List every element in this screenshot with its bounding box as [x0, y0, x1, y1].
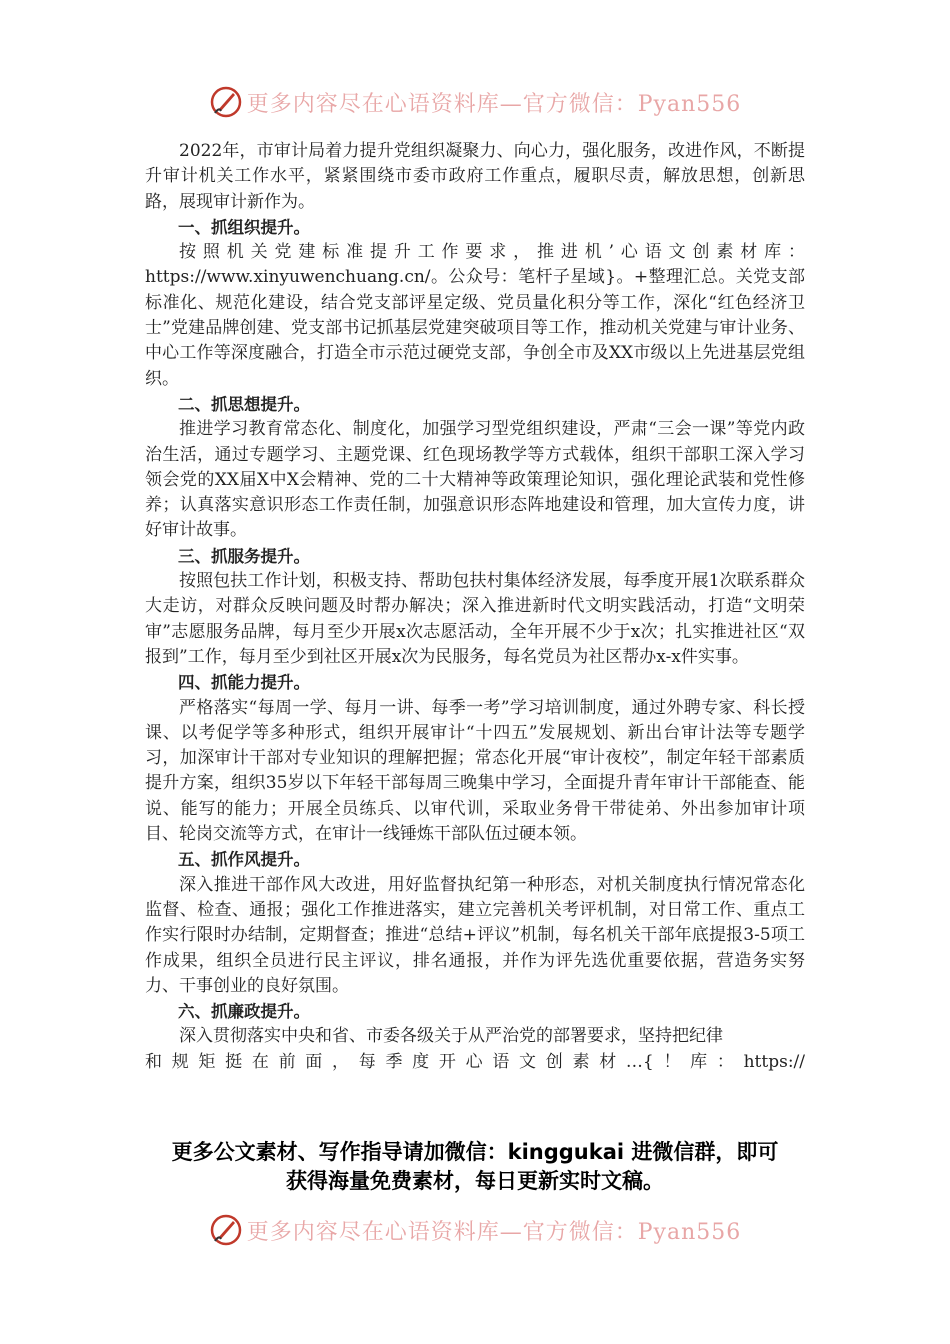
trailing-line: 和规矩挺在前面，每季度开心语文创素材…{！库：https://	[145, 1051, 805, 1072]
quill-logo-icon	[209, 1213, 243, 1247]
wechat-notice	[120, 1138, 830, 1196]
section-body-1: 按照机关党建标准提升工作要求，推进机’心语文创素材库：https://www.xinyuwenchuang.cn/。公众号：笔杆子星域}。+整理汇总。关党支部标准化、规范化建设，结合党支部评星定级、党员量化积分等工作，深化“红色经济卫士”党建品牌创建、党支部书记抓基层党建突破项目等工作，推动机关党建与审计业务、中心工作等深度融合，打造全市示范过硬党支部，争创全市及XX市级以上先进基层党组织。	[145, 242, 805, 389]
footer-banner-text: 更多内容尽在心语资料库—官方微信：Pyan556	[246, 1219, 742, 1245]
notice-line-2: 获得海量免费素材，每日更新实时文稿。	[286, 1169, 664, 1193]
section-body-2: 推进学习教育常态化、制度化，加强学习型党组织建设，严肃“三会一课”等党内政治生活，通过专题学习、主题党课、红色现场教学等方式载体，组织干部职工深入学习领会党的XX届X中X会精神、党的二十大精神等政策理论知识，强化理论武装和党性修养；认真落实意识形态工作责任制，加强意识形态阵地建设和管理，加大宣传力度，讲好审计故事。	[145, 419, 805, 541]
section-body-6: 深入贯彻落实中央和省、市委各级关于从严治党的部署要求，坚持把纪律	[179, 1026, 723, 1047]
section-heading-1: 一、抓组织提升。	[178, 217, 310, 237]
section-heading-6: 六、抓廉政提升。	[178, 1002, 310, 1022]
section-heading-2: 二、抓思想提升。	[178, 394, 310, 414]
header-banner-text: 更多内容尽在心语资料库—官方微信：Pyan556	[246, 91, 742, 117]
section-heading-4: 四、抓能力提升。	[178, 673, 310, 693]
section-body-3: 按照包扶工作计划，积极支持、帮助包扶村集体经济发展，每季度开展1次联系群众大走访，对群众反映问题及时帮办解决；深入推进新时代文明实践活动，打造“文明荣审”志愿服务品牌，每月至少开展x次志愿活动，全年开展不少于x次；扎实推进社区“双报到”工作，每月至少到社区开展x次为民服务，每名党员为社区帮办x-x件实事。	[145, 571, 805, 667]
section-heading-5: 五、抓作风提升。	[178, 850, 310, 870]
quill-logo-icon	[209, 85, 243, 119]
section-body-4: 严格落实“每周一学、每月一讲、每季一考”学习培训制度，通过外聘专家、科长授课、以考促学等多种形式，组织开展审计“十四五”发展规划、新出台审计法等专题学习，加深审计干部对专业知识的理解把握；常态化开展“审计夜校”，制定年轻干部素质提升方案，组织35岁以下年轻干部每周三晚集中学习，全面提升青年审计干部能查、能说、能写的能力；开展全员练兵、以审代训，采取业务骨干带徒弟、外出参加审计项目、轮岗交流等方式，在审计一线锤炼干部队伍过硬本领。	[145, 697, 805, 845]
intro-paragraph: 2022年，市审计局着力提升党组织凝聚力、向心力，强化服务，改进作风，不断提升审计机关工作水平，紧紧围绕市委市政府工作重点，履职尽责，解放思想，创新思路，展现审计新作为。	[145, 141, 805, 212]
section-body-5: 深入推进干部作风大改进，用好监督执纪第一种形态，对机关制度执行情况常态化监督、检查、通报；强化工作推进落实，建立完善机关考评机制，对日常工作、重点工作实行限时办结制，定期督查；推进“总结+评议”机制，每名机关干部年底提报3-5项工作成果，组织全员进行民主评议，排名通报，并作为评先选优重要依据，营造务实努力、干事创业的良好氛围。	[145, 874, 805, 996]
header-banner	[0, 82, 950, 122]
notice-line-1: 更多公文素材、写作指导请加微信：kinggukai 进微信群，即可	[171, 1140, 779, 1164]
document-body	[145, 139, 805, 1075]
section-heading-3: 三、抓服务提升。	[178, 546, 310, 566]
footer-banner	[0, 1210, 950, 1250]
